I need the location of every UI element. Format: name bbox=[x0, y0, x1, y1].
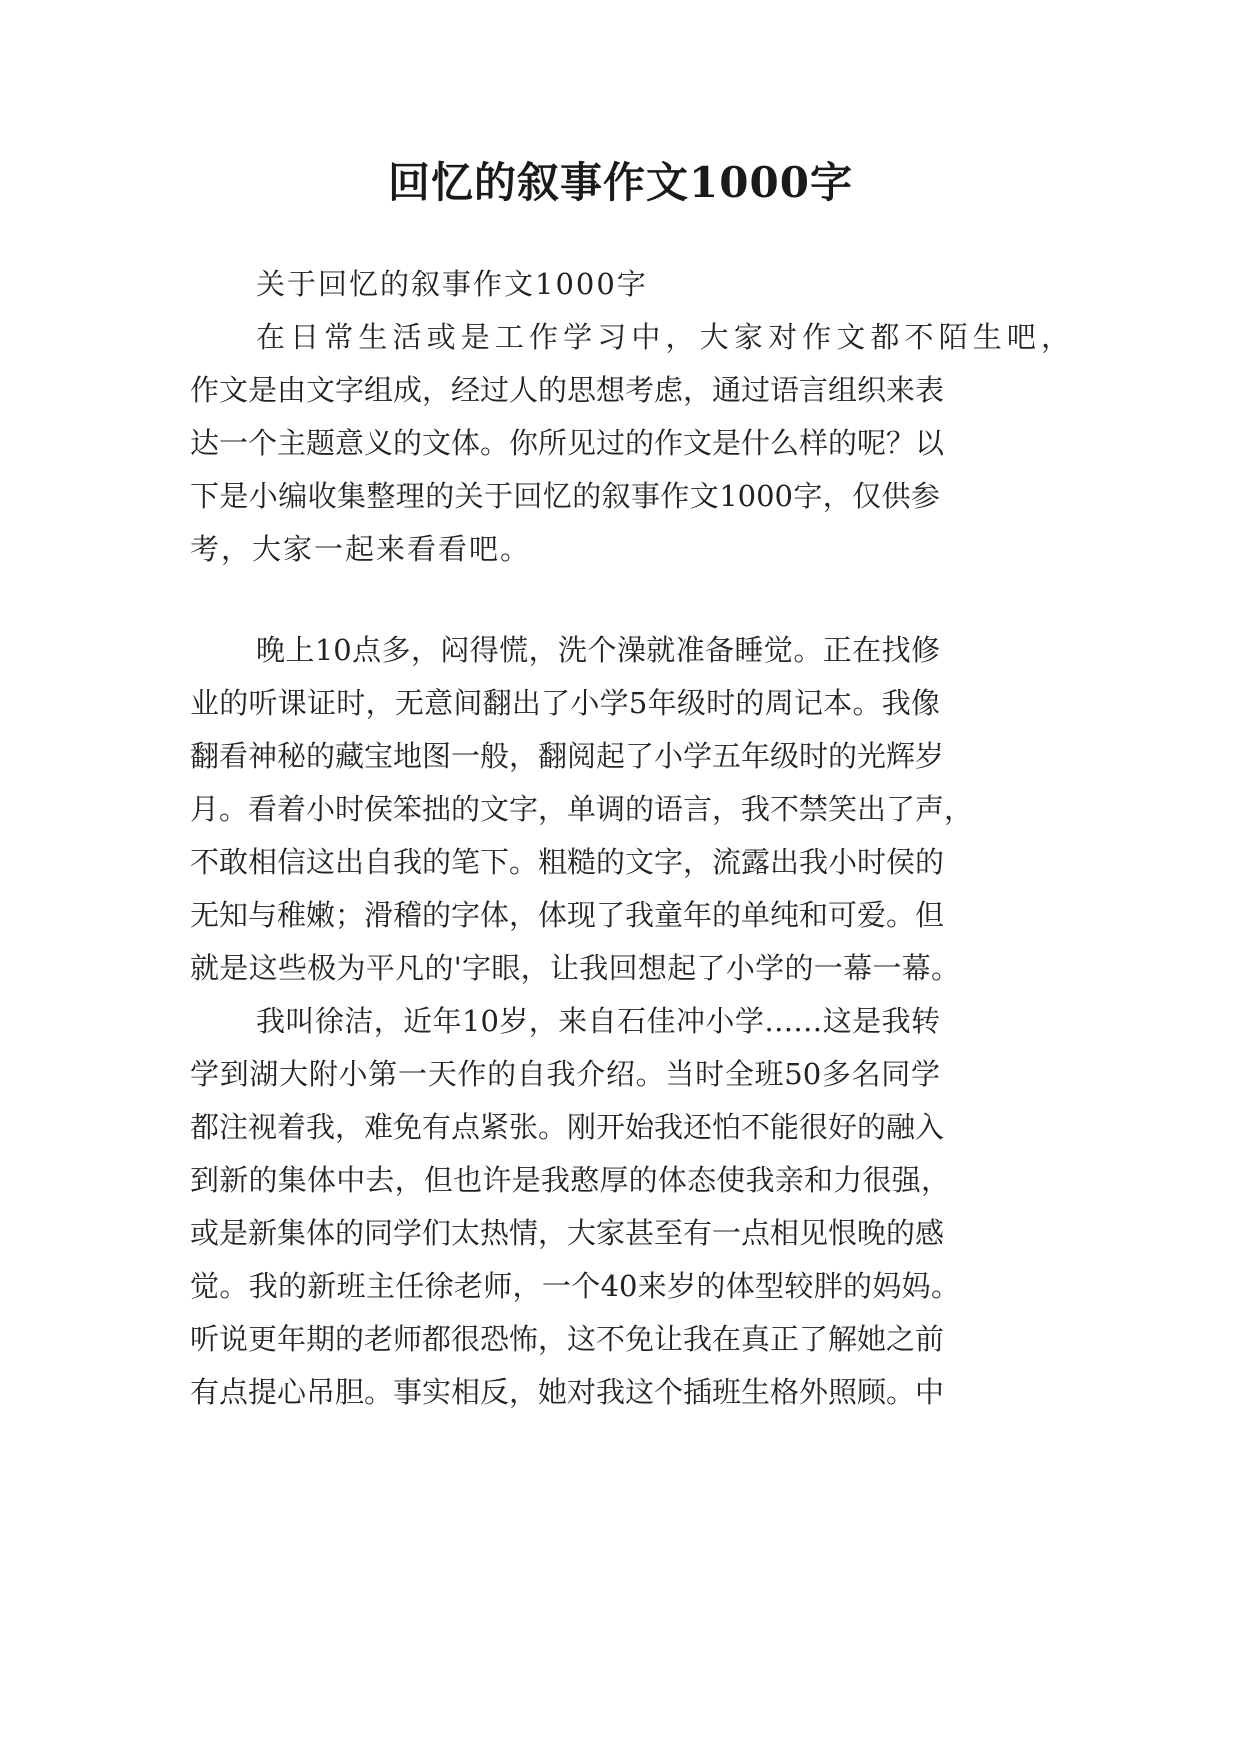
text-line: 不敢相信这出自我的笔下。粗糙的文字，流露出我小时侯的 bbox=[190, 845, 945, 879]
text-line: 到新的集体中去，但也许是我憨厚的体态使我亲和力很强， bbox=[190, 1163, 950, 1197]
text-line: 月。看着小时侯笨拙的文字，单调的语言，我不禁笑出了声， bbox=[190, 792, 974, 826]
text-line: 作文是由文字组成，经过人的思想考虑，通过语言组织来表 bbox=[190, 373, 945, 407]
text-line: 就是这些极为平凡的'字眼，让我回想起了小学的一幕一幕。 bbox=[190, 951, 960, 985]
text-line: 无知与稚嫩；滑稽的字体，体现了我童年的单纯和可爱。但 bbox=[190, 898, 945, 932]
text-line: 下是小编收集整理的关于回忆的叙事作文1000字，仅供参 bbox=[190, 479, 940, 513]
text-line: 业的听课证时，无意间翻出了小学5年级时的周记本。我像 bbox=[190, 686, 940, 720]
text-line: 晚上10点多，闷得慌，洗个澡就准备睡觉。正在找修 bbox=[256, 633, 940, 667]
text-line: 或是新集体的同学们太热情，大家甚至有一点相见恨晚的感 bbox=[190, 1216, 945, 1250]
text-line: 考，大家一起来看看吧。 bbox=[190, 532, 532, 566]
text-line: 在日常生活或是工作学习中，大家对作文都不陌生吧， bbox=[256, 320, 1070, 354]
text-line: 翻看神秘的藏宝地图一般，翻阅起了小学五年级时的光辉岁 bbox=[190, 739, 945, 773]
text-line: 学到湖大附小第一天作的自我介绍。当时全班50多名同学 bbox=[190, 1057, 940, 1091]
document-title: 回忆的叙事作文1000字 bbox=[388, 158, 853, 207]
text-line: 关于回忆的叙事作文1000字 bbox=[256, 267, 648, 301]
text-line: 听说更年期的老师都很恐怖，这不免让我在真正了解她之前 bbox=[190, 1322, 945, 1356]
text-line: 觉。我的新班主任徐老师，一个40来岁的体型较胖的妈妈。 bbox=[190, 1269, 960, 1303]
text-line: 有点提心吊胆。事实相反，她对我这个插班生格外照顾。中 bbox=[190, 1375, 945, 1409]
text-line: 都注视着我，难免有点紧张。刚开始我还怕不能很好的融入 bbox=[190, 1110, 945, 1144]
text-line: 我叫徐洁，近年10岁，来自石佳冲小学……这是我转 bbox=[256, 1004, 940, 1038]
text-line: 达一个主题意义的文体。你所见过的作文是什么样的呢？以 bbox=[190, 426, 945, 460]
